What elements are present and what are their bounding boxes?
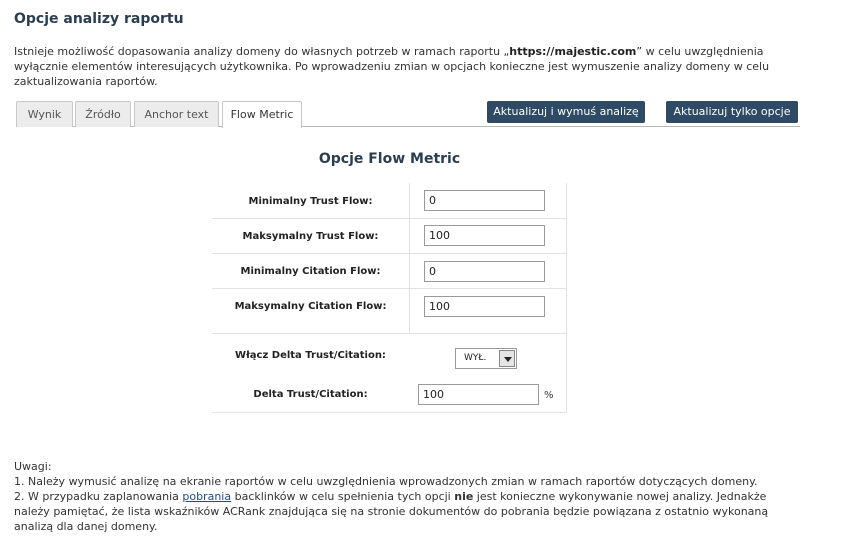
min-citation-flow-input[interactable]: 0 — [424, 261, 545, 282]
max-citation-flow-label: Maksymalny Citation Flow: — [234, 301, 387, 312]
intro-text — [14, 44, 784, 89]
delta-label: Delta Trust/Citation: — [253, 389, 368, 400]
row-divider — [212, 412, 567, 413]
min-trust-flow-input[interactable]: 0 — [424, 190, 545, 211]
note-2-part-a: 2. W przypadku zaplanowania — [14, 490, 183, 503]
delta-input[interactable]: 100 — [418, 384, 539, 405]
download-link[interactable]: pobrania — [182, 490, 232, 503]
percent-unit: % — [544, 390, 554, 401]
notes-header: Uwagi: — [14, 460, 52, 473]
update-options-only-button[interactable]: Aktualizuj tylko opcje — [666, 101, 798, 123]
tab-anchor-text[interactable]: Anchor text — [134, 101, 219, 127]
max-trust-flow-input[interactable]: 100 — [424, 225, 545, 246]
chevron-down-icon[interactable] — [499, 350, 515, 367]
update-and-force-analysis-button[interactable]: Aktualizuj i wymuś analizę — [487, 101, 645, 123]
flow-metric-form — [212, 183, 567, 413]
intro-after: ” w celu uwzględnienia wyłącznie elementów interesujących użytkownika. Po wprowadzeniu zmian w opcjach konieczne jest wymuszenie analizy domeny w celu zaktualizowania raportów. — [14, 45, 770, 88]
row-divider — [212, 218, 567, 219]
form-title: Opcje Flow Metric — [318, 151, 461, 167]
row-divider — [212, 333, 567, 334]
max-trust-flow-label: Maksymalny Trust Flow: — [242, 231, 379, 242]
note-1: 1. Należy wymusić analizę na ekranie raportów w celu uwzględnienia wprowadzonych zmian w ramach raportów dotyczących domeny. — [14, 475, 758, 488]
min-citation-flow-label: Minimalny Citation Flow: — [240, 266, 381, 277]
note-2-part-b: backlinków w celu spełnienia tych opcji — [231, 490, 455, 503]
intro-url: https://majestic.com — [509, 45, 637, 58]
intro-before: Istnieje możliwość dopasowania analizy domeny do własnych potrzeb w ramach raportu „ — [14, 45, 510, 58]
note-2-emphasis: nie — [454, 490, 474, 503]
delta-toggle-value: WYŁ. — [464, 353, 487, 363]
row-divider — [212, 253, 567, 254]
note-2 — [14, 489, 804, 534]
page-title: Opcje analizy raportu — [14, 11, 184, 27]
notes-section — [14, 459, 804, 534]
max-citation-flow-input[interactable]: 100 — [424, 296, 545, 317]
tab-zrodlo[interactable]: Źródło — [75, 101, 131, 127]
row-divider — [212, 288, 567, 289]
delta-toggle-label: Włącz Delta Trust/Citation: — [235, 350, 386, 361]
column-divider — [409, 183, 410, 333]
tab-wynik[interactable]: Wynik — [16, 101, 73, 127]
min-trust-flow-label: Minimalny Trust Flow: — [248, 196, 373, 207]
delta-toggle-select[interactable] — [455, 348, 517, 369]
tab-flow-metric[interactable]: Flow Metric — [222, 101, 302, 128]
note-2-part-c: jest konieczne wykonywanie nowej analizy. Jednakże należy pamiętać, że lista wskaźników ACRank znajdująca się na stronie dokumentów do pobrania będzie powiązana z ostatnio wykonaną analizą dla danej domeny. — [14, 490, 769, 533]
